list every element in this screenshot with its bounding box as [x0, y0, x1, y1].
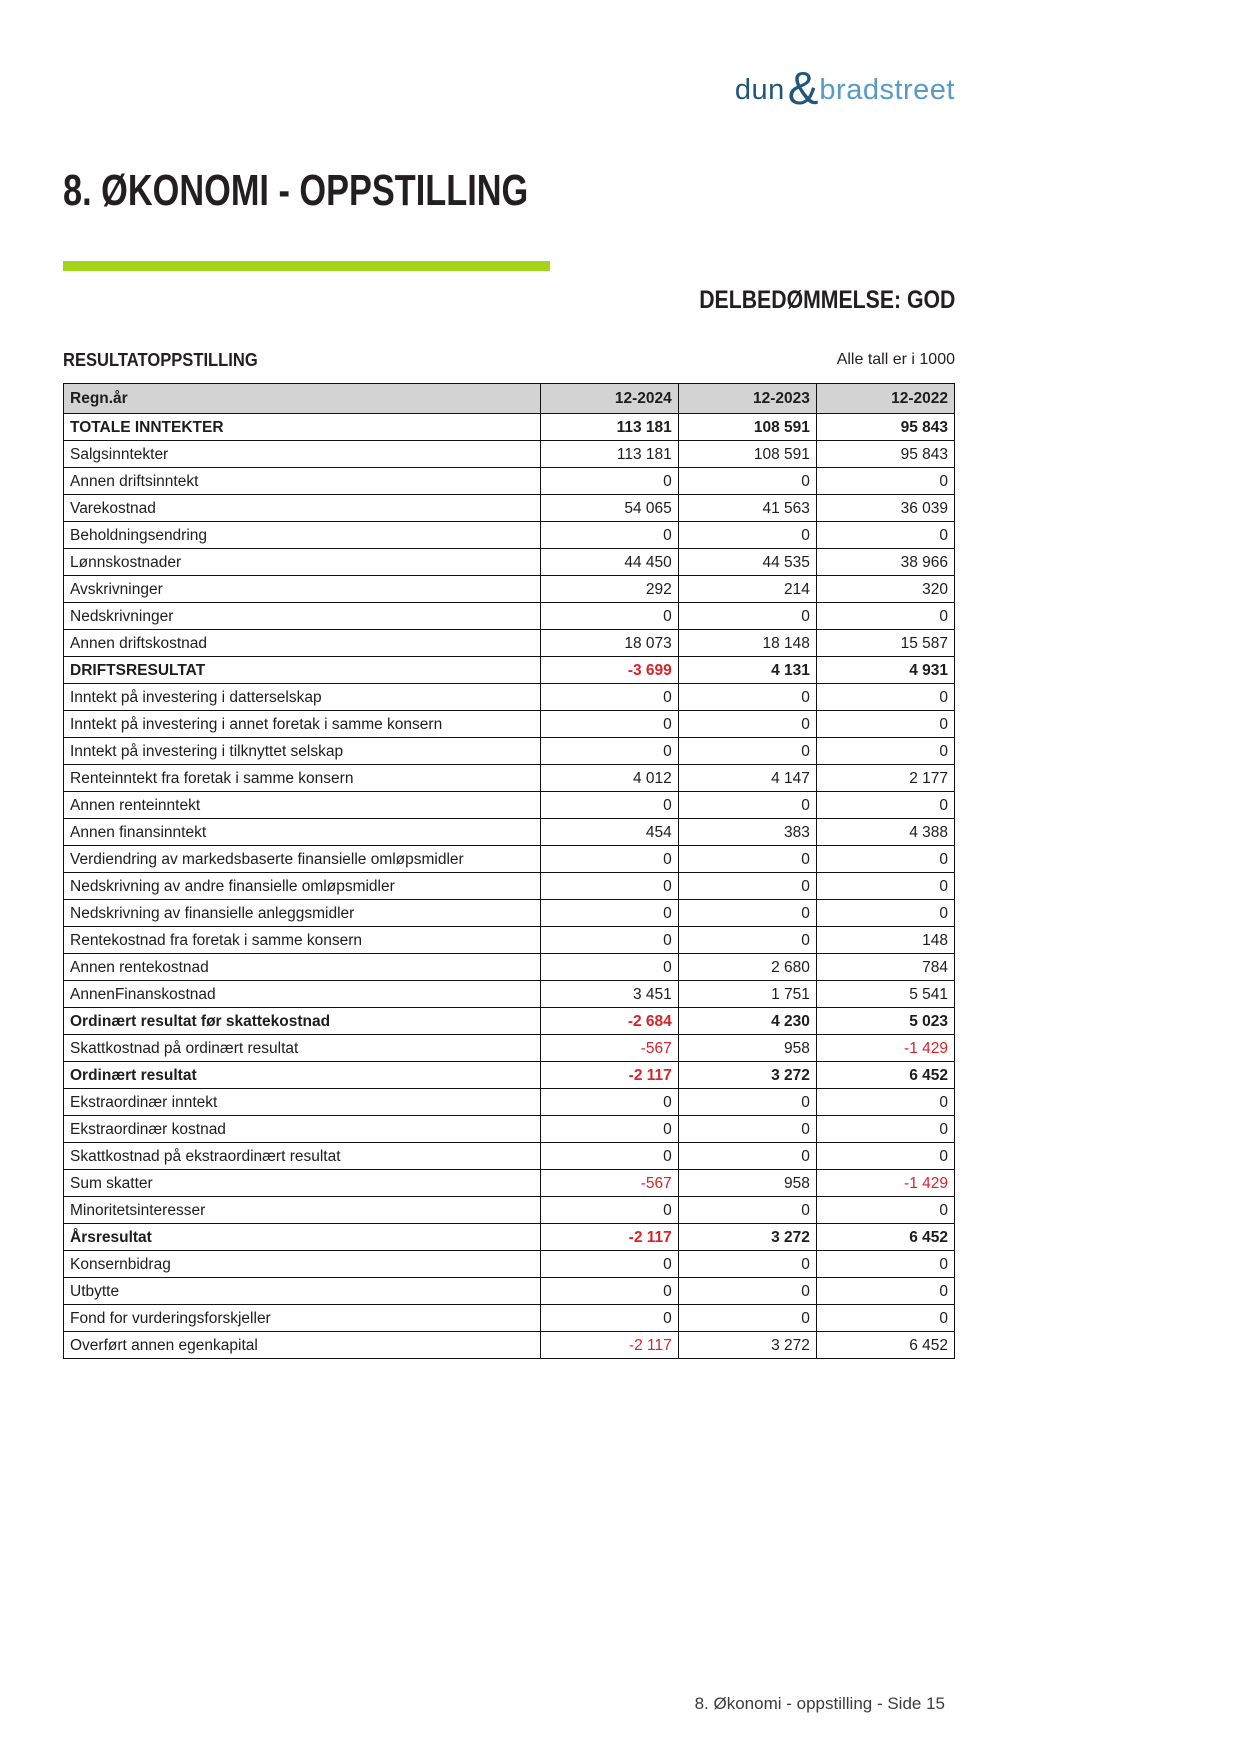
row-value: 3 272 — [678, 1224, 816, 1251]
table-row — [64, 1251, 955, 1278]
row-value: 0 — [540, 846, 678, 873]
table-row — [64, 1332, 955, 1359]
row-value: 958 — [678, 1035, 816, 1062]
table-row — [64, 765, 955, 792]
row-label: Årsresultat — [64, 1224, 541, 1251]
row-label: DRIFTSRESULTAT — [64, 657, 541, 684]
row-label: Ekstraordinær inntekt — [64, 1089, 541, 1116]
table-row — [64, 549, 955, 576]
row-value: 0 — [678, 468, 816, 495]
row-value: 320 — [816, 576, 954, 603]
row-value: -2 117 — [540, 1332, 678, 1359]
row-value: 108 591 — [678, 414, 816, 441]
row-value: -2 117 — [540, 1062, 678, 1089]
table-row — [64, 657, 955, 684]
result-table — [63, 383, 955, 1359]
row-label: Varekostnad — [64, 495, 541, 522]
table-row — [64, 495, 955, 522]
row-label: Avskrivninger — [64, 576, 541, 603]
result-table-body — [64, 414, 955, 1359]
table-row — [64, 1224, 955, 1251]
ampersand-icon: & — [787, 62, 819, 114]
row-label: Beholdningsendring — [64, 522, 541, 549]
row-value: 0 — [816, 738, 954, 765]
row-value: 5 541 — [816, 981, 954, 1008]
row-label: Verdiendring av markedsbaserte finansielle omløpsmidler — [64, 846, 541, 873]
row-value: 0 — [540, 1305, 678, 1332]
row-value: 383 — [678, 819, 816, 846]
table-row — [64, 1170, 955, 1197]
row-value: 454 — [540, 819, 678, 846]
row-label: Inntekt på investering i tilknyttet selskap — [64, 738, 541, 765]
table-row — [64, 414, 955, 441]
row-value: 0 — [540, 468, 678, 495]
row-value: 0 — [678, 927, 816, 954]
row-value: 44 535 — [678, 549, 816, 576]
row-label: Minoritetsinteresser — [64, 1197, 541, 1224]
row-value: 5 023 — [816, 1008, 954, 1035]
row-label: Renteinntekt fra foretak i samme konsern — [64, 765, 541, 792]
row-value: 38 966 — [816, 549, 954, 576]
table-row — [64, 1116, 955, 1143]
row-value: 0 — [540, 900, 678, 927]
logo-text-dun: dun — [734, 73, 785, 106]
row-value: 108 591 — [678, 441, 816, 468]
row-value: 0 — [540, 792, 678, 819]
table-row — [64, 1089, 955, 1116]
row-value: 0 — [816, 1278, 954, 1305]
row-value: 4 131 — [678, 657, 816, 684]
table-row — [64, 1278, 955, 1305]
table-row — [64, 981, 955, 1008]
row-value: 4 012 — [540, 765, 678, 792]
row-value: 0 — [540, 522, 678, 549]
row-value: 0 — [816, 684, 954, 711]
row-value: 0 — [816, 468, 954, 495]
row-value: -567 — [540, 1035, 678, 1062]
table-row — [64, 441, 955, 468]
page-title: 8. ØKONOMI - OPPSTILLING — [63, 166, 529, 215]
row-value: 0 — [540, 873, 678, 900]
assessment-heading: DELBEDØMMELSE: GOD — [698, 286, 955, 314]
row-value: 18 073 — [540, 630, 678, 657]
column-header-2022: 12-2022 — [816, 384, 954, 414]
table-row — [64, 900, 955, 927]
row-value: 0 — [678, 711, 816, 738]
row-value: 0 — [816, 1116, 954, 1143]
table-row — [64, 630, 955, 657]
row-value: 0 — [678, 792, 816, 819]
row-label: Inntekt på investering i annet foretak i samme konsern — [64, 711, 541, 738]
row-value: 0 — [678, 1251, 816, 1278]
row-label: Annen finansinntekt — [64, 819, 541, 846]
row-value: 113 181 — [540, 414, 678, 441]
row-value: 0 — [540, 1116, 678, 1143]
row-value: 0 — [540, 1278, 678, 1305]
row-value: -3 699 — [540, 657, 678, 684]
row-value: 6 452 — [816, 1062, 954, 1089]
table-row — [64, 603, 955, 630]
row-value: 0 — [540, 603, 678, 630]
row-value: 0 — [816, 711, 954, 738]
row-value: 54 065 — [540, 495, 678, 522]
row-value: 0 — [678, 684, 816, 711]
table-row — [64, 468, 955, 495]
table-row — [64, 792, 955, 819]
row-label: Overført annen egenkapital — [64, 1332, 541, 1359]
row-value: 2 177 — [816, 765, 954, 792]
row-value: -2 117 — [540, 1224, 678, 1251]
row-value: -567 — [540, 1170, 678, 1197]
row-value: 0 — [678, 522, 816, 549]
table-row — [64, 738, 955, 765]
row-value: 0 — [816, 1143, 954, 1170]
row-value: -1 429 — [816, 1170, 954, 1197]
table-row — [64, 819, 955, 846]
title-accent-bar — [63, 261, 550, 271]
row-value: 0 — [816, 603, 954, 630]
row-label: Nedskrivning av andre finansielle omløpsmidler — [64, 873, 541, 900]
row-label: Ordinært resultat — [64, 1062, 541, 1089]
row-label: Skattkostnad på ordinært resultat — [64, 1035, 541, 1062]
row-value: 18 148 — [678, 630, 816, 657]
row-value: 0 — [540, 1143, 678, 1170]
row-value: 0 — [540, 954, 678, 981]
table-row — [64, 1305, 955, 1332]
row-value: 0 — [678, 1305, 816, 1332]
row-value: 0 — [816, 1197, 954, 1224]
row-value: 0 — [678, 873, 816, 900]
row-value: 0 — [678, 1089, 816, 1116]
table-row — [64, 954, 955, 981]
row-value: 0 — [678, 1197, 816, 1224]
row-value: 2 680 — [678, 954, 816, 981]
row-value: 0 — [816, 1251, 954, 1278]
row-value: 113 181 — [540, 441, 678, 468]
row-value: 0 — [816, 900, 954, 927]
column-header-regnaar: Regn.år — [64, 384, 541, 414]
row-value: 292 — [540, 576, 678, 603]
row-value: 0 — [816, 522, 954, 549]
row-label: Skattkostnad på ekstraordinært resultat — [64, 1143, 541, 1170]
table-title: RESULTATOPPSTILLING — [63, 350, 258, 370]
row-value: 0 — [678, 1116, 816, 1143]
table-row — [64, 1008, 955, 1035]
row-value: 0 — [816, 1305, 954, 1332]
row-value: 0 — [540, 927, 678, 954]
row-label: Nedskrivning av finansielle anleggsmidler — [64, 900, 541, 927]
row-value: 95 843 — [816, 414, 954, 441]
row-value: 0 — [540, 1197, 678, 1224]
table-row — [64, 1143, 955, 1170]
row-value: 0 — [678, 900, 816, 927]
row-label: Utbytte — [64, 1278, 541, 1305]
row-value: 3 272 — [678, 1062, 816, 1089]
row-label: Annen rentekostnad — [64, 954, 541, 981]
row-value: 0 — [540, 738, 678, 765]
row-value: 4 147 — [678, 765, 816, 792]
row-label: Fond for vurderingsforskjeller — [64, 1305, 541, 1332]
row-value: 15 587 — [816, 630, 954, 657]
row-value: 0 — [678, 1278, 816, 1305]
row-label: Ordinært resultat før skattekostnad — [64, 1008, 541, 1035]
row-value: 0 — [678, 738, 816, 765]
row-value: 6 452 — [816, 1224, 954, 1251]
row-value: -2 684 — [540, 1008, 678, 1035]
row-value: 6 452 — [816, 1332, 954, 1359]
column-header-2023: 12-2023 — [678, 384, 816, 414]
table-header-row — [64, 384, 955, 414]
row-label: Konsernbidrag — [64, 1251, 541, 1278]
row-value: 0 — [678, 603, 816, 630]
row-label: AnnenFinanskostnad — [64, 981, 541, 1008]
page-footer: 8. Økonomi - oppstilling - Side 15 — [694, 1694, 945, 1713]
row-value: 784 — [816, 954, 954, 981]
column-header-2024: 12-2024 — [540, 384, 678, 414]
row-value: 36 039 — [816, 495, 954, 522]
row-value: 4 230 — [678, 1008, 816, 1035]
row-value: 3 451 — [540, 981, 678, 1008]
row-value: 41 563 — [678, 495, 816, 522]
row-label: Sum skatter — [64, 1170, 541, 1197]
row-label: Salgsinntekter — [64, 441, 541, 468]
logo-text-bradstreet: bradstreet — [819, 73, 955, 106]
row-value: 0 — [540, 1089, 678, 1116]
row-value: 44 450 — [540, 549, 678, 576]
row-label: Annen driftskostnad — [64, 630, 541, 657]
table-row — [64, 1197, 955, 1224]
row-value: 0 — [540, 684, 678, 711]
table-row — [64, 1035, 955, 1062]
row-value: 0 — [678, 846, 816, 873]
dun-bradstreet-logo — [734, 62, 955, 114]
row-label: Nedskrivninger — [64, 603, 541, 630]
row-value: 214 — [678, 576, 816, 603]
row-value: 3 272 — [678, 1332, 816, 1359]
table-row — [64, 927, 955, 954]
row-value: 4 931 — [816, 657, 954, 684]
row-value: 0 — [540, 1251, 678, 1278]
row-value: -1 429 — [816, 1035, 954, 1062]
row-label: Lønnskostnader — [64, 549, 541, 576]
row-value: 148 — [816, 927, 954, 954]
table-row — [64, 873, 955, 900]
row-value: 1 751 — [678, 981, 816, 1008]
row-label: Ekstraordinær kostnad — [64, 1116, 541, 1143]
row-value: 95 843 — [816, 441, 954, 468]
row-value: 0 — [678, 1143, 816, 1170]
table-row — [64, 684, 955, 711]
row-value: 0 — [816, 1089, 954, 1116]
row-value: 0 — [816, 873, 954, 900]
table-row — [64, 576, 955, 603]
table-row — [64, 1062, 955, 1089]
row-value: 958 — [678, 1170, 816, 1197]
table-row — [64, 846, 955, 873]
table-row — [64, 711, 955, 738]
row-label: Rentekostnad fra foretak i samme konsern — [64, 927, 541, 954]
table-row — [64, 522, 955, 549]
row-label: Annen driftsinntekt — [64, 468, 541, 495]
row-label: Annen renteinntekt — [64, 792, 541, 819]
units-note: Alle tall er i 1000 — [836, 351, 955, 368]
row-value: 0 — [816, 792, 954, 819]
row-value: 4 388 — [816, 819, 954, 846]
row-label: Inntekt på investering i datterselskap — [64, 684, 541, 711]
row-label: TOTALE INNTEKTER — [64, 414, 541, 441]
row-value: 0 — [540, 711, 678, 738]
row-value: 0 — [816, 846, 954, 873]
